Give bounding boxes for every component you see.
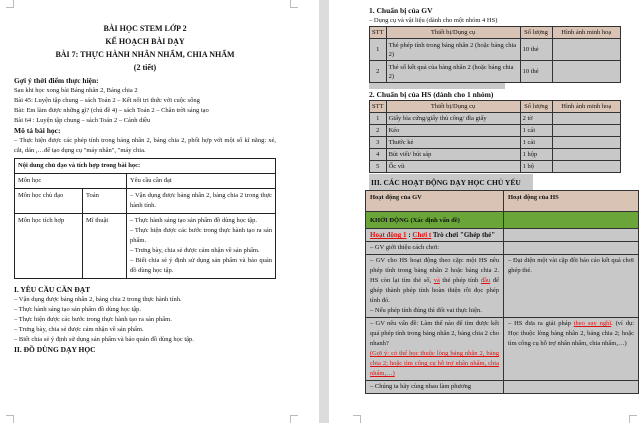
activities-table [365,190,639,394]
hs-text: – HS đưa ra giải pháp [508,320,574,328]
cell-image [552,149,620,161]
cell-stt: 4 [370,149,387,161]
col-qty: Số lượng [520,27,552,39]
gv-step: – GV giới thiệu cách chơi: [366,242,504,255]
gv-text: – Nếu phép tính đúng thì đổi vai thực hiện. [370,307,482,315]
timing-line: Bài: Em làm được những gì? (chủ đề 4) – sách Toán 2 – Chân trời sáng tạo [14,107,209,115]
col-gv-activity: Hoạt động của GV [366,191,504,212]
margin-marker [353,415,361,423]
doc-title-line: BÀI HỌC STEM LỚP 2 [103,24,187,33]
cell-stt: 2 [370,61,387,83]
activity1-game: Trò chơi "Ghép thẻ" [431,231,496,240]
margin-marker [6,0,14,8]
warmup-label: KHỞI ĐỘNG (Xác định vấn đề) [366,212,504,229]
hs-materials-table [369,100,621,173]
cell-stt: 1 [370,113,387,125]
doc-title-line: KẾ HOẠCH BÀI DẠY [105,37,185,46]
col-stt: STT [370,101,387,113]
right-page-content [369,6,639,394]
section1-item: – Thực hành sáng tạo sản phẩm đồ dùng học tập. [14,306,142,314]
highlight-block [369,83,505,89]
cell-image [552,113,620,125]
doc-title-line: (2 tiết) [133,63,157,72]
cell-stt: 3 [370,137,387,149]
margin-marker [629,415,637,423]
requirement-item: – Biết chia sẻ ý định sử dụng sản phẩm và bảo quản đồ dùng học tập. [130,257,272,275]
empty-cell [504,242,639,255]
cell-qty: 1 hộp [520,149,552,161]
subject-type: Môn học tích hợp [15,214,83,279]
empty-cell [504,381,639,394]
requirement-item: – Trưng bày, chia sẻ được cảm nhận về sản phẩm. [130,247,260,255]
section1-heading: I. YÊU CẦU CẦN ĐẠT [14,285,91,295]
section3-heading: III. CÁC HOẠT ĐỘNG DẠY HỌC CHỦ YẾU [369,174,533,190]
col-qty: Số lượng [520,101,552,113]
section1-item: – Thực hiện được các bước trong thực hành tạo ra sản phẩm. [14,316,172,324]
cell-item: Giấy bìa cứng/giấy thủ công/ đĩa giấy [386,113,520,125]
cell-qty: 10 thẻ [520,39,552,61]
gv-text: – GV cho HS hoạt động theo cặp: một HS nêu phép tính trong bảng nhân 2 hoặc bảng chia 2. HS còn lại tìm thẻ số, [370,257,499,285]
subject-name: Toán [83,189,127,214]
hs-step [504,318,639,381]
hs-text: . (ví dụ: Học thuộc lòng bảng nhân 2, bảng chia 2; hoặc tìm công cụ hỗ trợ nhân nhẩm, chia nhẩm,…) [508,320,635,348]
hs-step: – Đại diện một vài cặp đôi báo cáo kết quả chơi ghép thẻ. [504,255,639,318]
left-page-content [14,22,276,356]
gv-text: thẻ phép tính [439,277,481,285]
content-integration-table [14,158,276,279]
description-text: – Thực hiện được các phép tính trong bảng nhân 2, bảng chia 2, phối hợp với một số kĩ năng: xé, cắt, dán ,…để tạo dụng cụ "máy nhân", "máy chia. [14,137,276,155]
separator: : [406,231,413,240]
cell-item: Ốc vít [386,161,520,173]
section1-item: – Vận dụng được bảng nhân 2, bảng chia 2 trong thực hành tính. [14,296,182,304]
empty-cell [504,229,639,242]
cell-stt: 2 [370,125,387,137]
gv-text: để ghép thành phép tính hoàn thiện rồi đọc phép tính đó. [370,277,499,305]
cell-image [552,137,620,149]
margin-marker [290,0,298,8]
col-header-subject: Môn học [15,174,127,189]
col-image: Hình ảnh minh hoạ [552,101,620,113]
activity1-label: Hoạt động 1 [370,231,407,240]
gv-prep-subtext: – Dụng cụ và vật liệu (dành cho một nhóm 4 HS) [369,17,498,25]
cell-item: Thẻ số kết quả của bảng nhân 2 (hoặc bảng chia 2) [386,61,520,83]
section1-item: – Trưng bày, chia sẻ được cảm nhận về sản phẩm. [14,326,144,334]
requirement-item: – Thực hiện được các bước trong thực hành tạo ra sản phẩm. [130,227,272,245]
cell-image [552,61,620,83]
cell-stt: 5 [370,161,387,173]
requirement-item: – Thực hành sáng tạo sản phẩm đồ dùng học tập. [130,217,258,225]
col-header-requirement: Yêu cầu cần đạt [127,174,276,189]
cell-qty: 10 thẻ [520,61,552,83]
col-stt: STT [370,27,387,39]
cell-item: Thẻ phép tính trong bảng nhân 2 (hoặc bảng chia 2) [386,39,520,61]
col-image: Hình ảnh minh hoạ [552,27,620,39]
cell-qty: 2 tờ [520,113,552,125]
tracked-change: (Gợi ý: có thể học thuộc lòng bảng nhân 2, bảng chia 2; hoặc tìm công cụ hỗ trợ nhân nhẩm, chia nhẩm,…) [370,350,499,378]
table-header: Nội dung chủ đạo và tích hợp trong bài học: [15,159,276,174]
tracked-change: đầu [480,277,491,285]
cell-qty: 1 cái [520,125,552,137]
col-item: Thiết bị/Dụng cụ [386,27,520,39]
cell-image [552,39,620,61]
gv-prep-heading: 1. Chuẩn bị của GV [369,6,433,15]
gv-step: – Chúng ta hãy cùng nhau làm phương [366,381,504,394]
page-gap [319,0,329,423]
gv-materials-table [369,26,621,83]
cell-image [552,161,620,173]
activity1-label-2: Chơi t [412,231,432,240]
gv-step [366,318,504,381]
margin-marker [290,415,298,423]
tracked-change: và [433,277,440,285]
warmup-empty [504,212,639,229]
col-hs-activity: Hoạt động của HS [504,191,639,212]
subject-type: Môn học chủ đạo [15,189,83,214]
timing-line: Bài 45: Luyện tập chung – sách Toán 2 – Kết nối tri thức với cuộc sống [14,97,200,105]
cell-stt: 1 [370,39,387,61]
requirement-text: – Vận dụng được bảng nhân 2, bảng chia 2 trong thực hành tính. [127,189,276,214]
cell-image [552,125,620,137]
timing-heading: Gợi ý thời điểm thực hiện: [14,76,99,85]
col-item: Thiết bị/Dụng cụ [386,101,520,113]
cell-item: Kéo [386,125,520,137]
cell-item: Thước kẻ [386,137,520,149]
gv-text: – GV nêu vấn đề: Làm thế nào để tìm được kết quả phép tính trong bảng nhân 2, bảng chia 2 cho nhanh? [370,320,499,348]
hs-prep-heading: 2. Chuẩn bị của HS (dành cho 1 nhóm) [369,90,494,100]
section2-heading: II. ĐỒ DÙNG DẠY HỌC [14,345,96,355]
document-page-right[interactable] [329,0,640,423]
requirement-list [127,214,276,279]
subject-name: Mĩ thuật [83,214,127,279]
description-heading: Mô tả bài học: [14,126,61,136]
timing-line: Bài 64 : Luyện tập chung – sách Toán 2 – Cánh diều [14,117,151,125]
gv-step [366,255,504,318]
cell-qty: 1 bộ [520,161,552,173]
cell-qty: 1 cái [520,137,552,149]
section1-item: – Biết chia sẻ ý định sử dụng sản phẩm và bảo quản đồ dùng học tập. [14,336,194,344]
margin-marker [6,415,14,423]
cell-item: Bút viết/ bút sáp [386,149,520,161]
doc-title-line: BÀI 7: THỰC HÀNH NHÂN NHẨM, CHIA NHẨM [55,50,235,59]
timing-line: Sau khi học xong bài Bảng nhân 2, Bảng chia 2 [14,87,138,95]
activity1-title [366,229,504,242]
document-page-left[interactable] [0,0,319,423]
tracked-change: theo suy nghĩ [573,320,612,328]
